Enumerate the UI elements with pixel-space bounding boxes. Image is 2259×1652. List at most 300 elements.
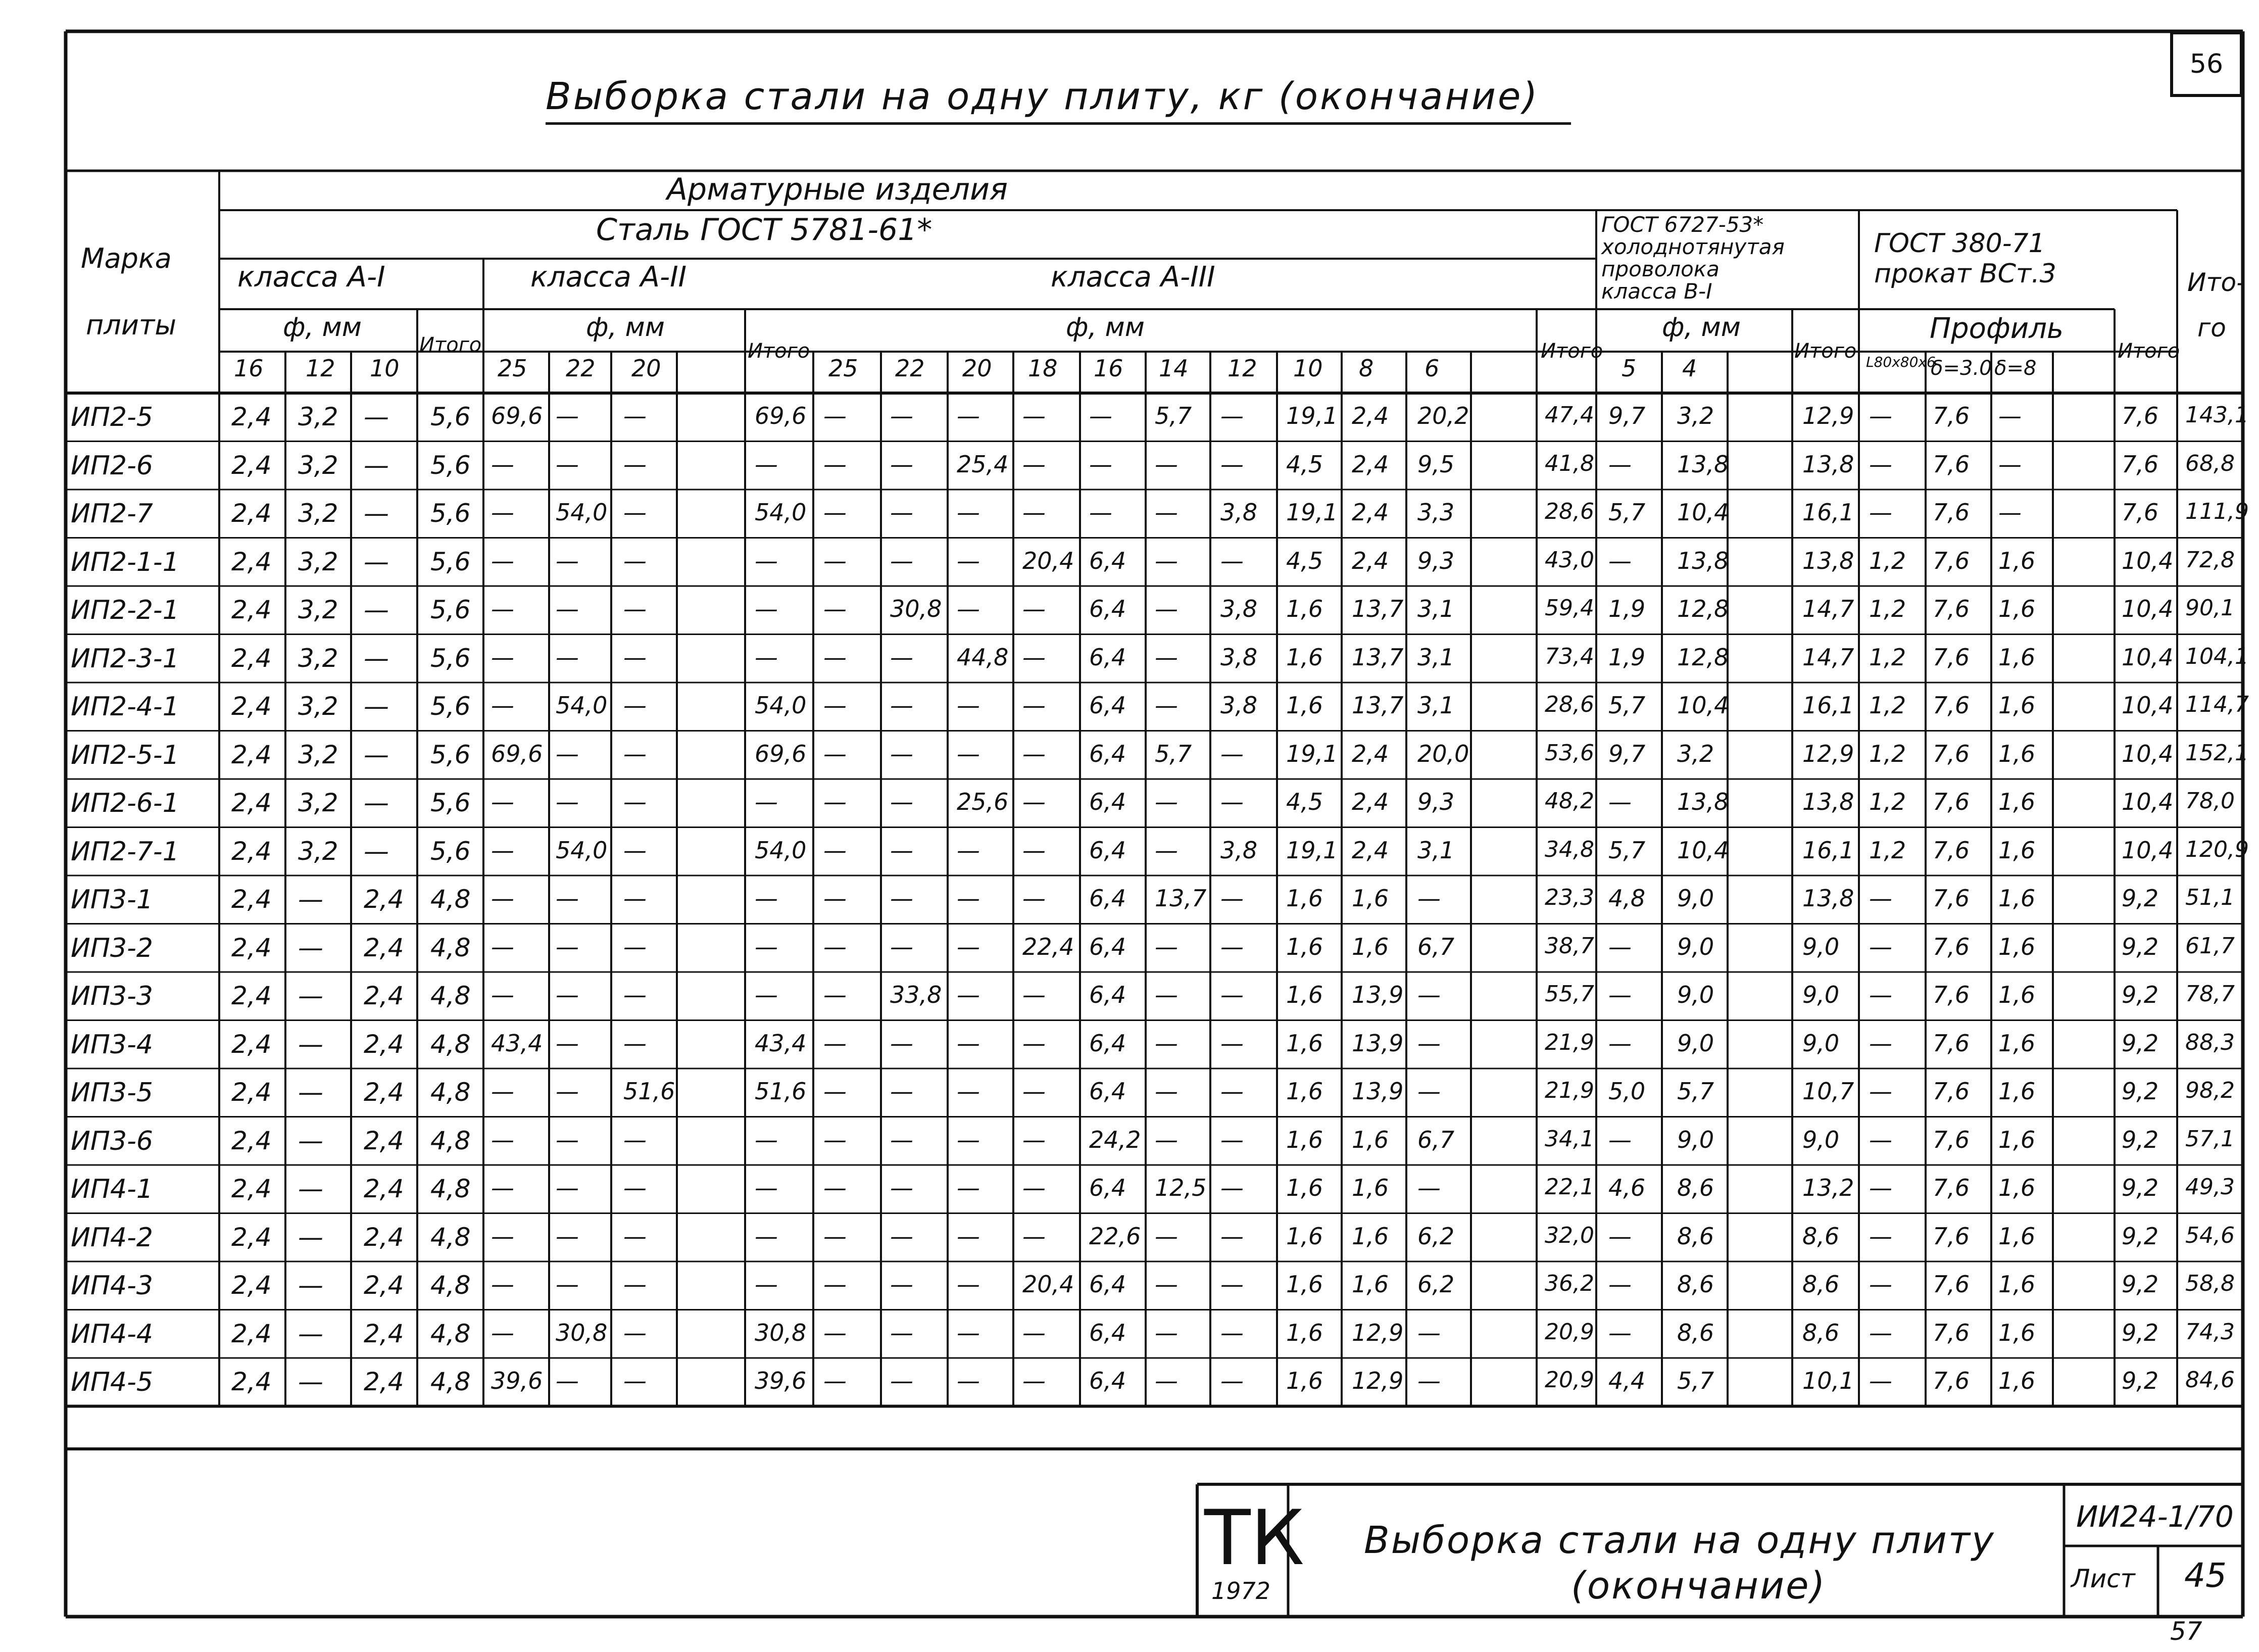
cell-a1: — bbox=[298, 1367, 323, 1396]
cell-profile-total: 9,2 bbox=[2122, 1367, 2159, 1394]
title-underline bbox=[546, 122, 1571, 125]
cell-b1-total: 13,2 bbox=[1802, 1174, 1854, 1201]
cell-a1: 2,4 bbox=[231, 1174, 272, 1203]
cell-profile: 1,2 bbox=[1869, 547, 1906, 574]
cell-profile: — bbox=[1998, 450, 2022, 478]
cell-b1-total: 9,0 bbox=[1802, 981, 1840, 1008]
cell-a2-total: — bbox=[755, 450, 778, 478]
cell-a1-total: 5,6 bbox=[430, 692, 471, 721]
cell-a1: — bbox=[364, 547, 389, 576]
cell-a3: 13,7 bbox=[1352, 595, 1404, 622]
page-number-box bbox=[2170, 31, 2243, 97]
cell-a3: 20,2 bbox=[1417, 402, 1469, 429]
cell-a3: 4,5 bbox=[1286, 547, 1323, 574]
cell-profile: 1,6 bbox=[1998, 643, 2036, 671]
cell-a2-total: 30,8 bbox=[755, 1319, 807, 1346]
cell-a2-total: — bbox=[755, 547, 778, 574]
footer-title-line1: Выборка стали на одну плиту bbox=[1364, 1519, 1995, 1562]
cell-a3: — bbox=[890, 499, 913, 526]
cell-a3: — bbox=[1155, 1319, 1178, 1346]
cell-a1-total: 4,8 bbox=[430, 1271, 471, 1300]
cell-profile: 7,6 bbox=[1933, 933, 1970, 960]
cell-a3: 6,4 bbox=[1089, 836, 1126, 864]
cell-a3: — bbox=[890, 402, 913, 429]
cell-b1: 9,0 bbox=[1677, 1029, 1714, 1057]
cell-profile: 7,6 bbox=[1933, 402, 1970, 429]
cell-profile: 1,2 bbox=[1869, 836, 1906, 864]
cell-profile-total: 9,2 bbox=[2122, 1222, 2159, 1250]
cell-a1: 2,4 bbox=[231, 1126, 272, 1155]
cell-a3: — bbox=[1220, 1078, 1244, 1105]
cell-b1-total: 13,8 bbox=[1802, 885, 1854, 912]
cell-a2: — bbox=[623, 1222, 647, 1250]
header-itogo-total-1: Ито- bbox=[2187, 268, 2246, 297]
cell-a3: 2,4 bbox=[1352, 499, 1389, 526]
cell-a2: — bbox=[623, 547, 647, 574]
cell-profile-total: 10,4 bbox=[2122, 692, 2174, 719]
cell-a3: — bbox=[823, 450, 847, 478]
cell-a1: — bbox=[364, 450, 389, 480]
cell-profile-total: 9,2 bbox=[2122, 1174, 2159, 1201]
cell-b1: 12,8 bbox=[1677, 595, 1729, 622]
footer-sheet-label: Лист bbox=[2071, 1564, 2135, 1593]
diam-b1: 4 bbox=[1682, 355, 1697, 382]
cell-a2-total: — bbox=[755, 1222, 778, 1250]
cell-a3: — bbox=[1022, 1367, 1046, 1394]
cell-profile: 1,2 bbox=[1869, 692, 1906, 719]
cell-a1-total: 5,6 bbox=[430, 836, 471, 866]
cell-a3: — bbox=[1155, 1222, 1178, 1250]
cell-a3: — bbox=[1022, 692, 1046, 719]
cell-b1: — bbox=[1608, 981, 1632, 1008]
cell-a1: — bbox=[298, 1078, 323, 1107]
cell-b1: 9,0 bbox=[1677, 1126, 1714, 1153]
cell-a3: 25,4 bbox=[957, 450, 1009, 478]
cell-a2: — bbox=[556, 1029, 579, 1057]
cell-a3: — bbox=[1417, 1029, 1441, 1057]
cell-a3-total: 48,2 bbox=[1545, 788, 1594, 814]
cell-a2: — bbox=[623, 836, 647, 864]
cell-b1: 10,4 bbox=[1677, 499, 1729, 526]
cell-b1: 3,2 bbox=[1677, 740, 1714, 767]
cell-a2: — bbox=[491, 836, 514, 864]
cell-a2-total: 43,4 bbox=[755, 1029, 807, 1057]
cell-a1: 2,4 bbox=[231, 1222, 272, 1252]
cell-a1-total: 4,8 bbox=[430, 1126, 471, 1155]
cell-a3: 4,5 bbox=[1286, 788, 1323, 815]
cell-a3: — bbox=[890, 1126, 913, 1153]
cell-a3: 13,9 bbox=[1352, 1078, 1404, 1105]
cell-a2-total: — bbox=[755, 885, 778, 912]
cell-profile-total: 9,2 bbox=[2122, 1029, 2159, 1057]
cell-profile: 1,6 bbox=[1998, 1029, 2036, 1057]
cell-a3: — bbox=[957, 933, 980, 960]
cell-b1: — bbox=[1608, 1222, 1632, 1250]
cell-b1: — bbox=[1608, 1319, 1632, 1346]
cell-profile: — bbox=[1998, 499, 2022, 526]
cell-a3-total: 28,6 bbox=[1545, 692, 1594, 717]
cell-a3: — bbox=[823, 1174, 847, 1201]
diam-a1: 16 bbox=[234, 355, 264, 382]
cell-a2: 43,4 bbox=[491, 1029, 543, 1057]
cell-a3: — bbox=[1220, 885, 1244, 912]
row-mark: ИП2-6-1 bbox=[71, 788, 179, 818]
cell-a1: — bbox=[298, 1174, 323, 1203]
header-phi-a2: ф, мм bbox=[586, 312, 665, 343]
cell-a3: — bbox=[1022, 885, 1046, 912]
cell-a3-total: 23,3 bbox=[1545, 885, 1594, 910]
cell-a3: 1,6 bbox=[1286, 595, 1323, 622]
cell-a1: — bbox=[298, 1222, 323, 1252]
bottom-page-number: 57 bbox=[2170, 1617, 2202, 1646]
cell-grand-total: 61,7 bbox=[2185, 933, 2235, 959]
cell-a3: — bbox=[1220, 547, 1244, 574]
diam-a3: 20 bbox=[962, 355, 992, 382]
cell-a3: — bbox=[890, 450, 913, 478]
cell-a3: — bbox=[1220, 788, 1244, 815]
cell-a3: 1,6 bbox=[1286, 1078, 1323, 1105]
header-class-a3: класса А-III bbox=[1051, 261, 1215, 294]
cell-a1: 2,4 bbox=[231, 450, 272, 480]
row-mark: ИП3-1 bbox=[71, 885, 153, 915]
cell-grand-total: 143,1 bbox=[2185, 402, 2249, 428]
cell-a3: — bbox=[1155, 499, 1178, 526]
cell-profile-total: 7,6 bbox=[2122, 450, 2159, 478]
cell-grand-total: 90,1 bbox=[2185, 595, 2235, 621]
cell-a3: 6,4 bbox=[1089, 1029, 1126, 1057]
cell-a3: — bbox=[1155, 1078, 1178, 1105]
cell-profile: — bbox=[1869, 1271, 1892, 1298]
profile-col-delta30: δ=3.0 bbox=[1931, 357, 1992, 380]
cell-a1: 2,4 bbox=[231, 1367, 272, 1396]
cell-a3: — bbox=[1089, 499, 1112, 526]
cell-profile-total: 9,2 bbox=[2122, 1126, 2159, 1153]
cell-a3: — bbox=[957, 981, 980, 1008]
cell-a3: — bbox=[1022, 981, 1046, 1008]
cell-profile: 7,6 bbox=[1933, 1319, 1970, 1346]
cell-a1-total: 5,6 bbox=[430, 740, 471, 769]
header-gost-6727-line: класса В-I bbox=[1601, 279, 1712, 304]
cell-a3: — bbox=[823, 836, 847, 864]
cell-a3: — bbox=[1022, 1174, 1046, 1201]
cell-a3: 1,6 bbox=[1286, 1222, 1323, 1250]
diam-a2: 20 bbox=[631, 355, 661, 382]
cell-a2: 54,0 bbox=[556, 836, 608, 864]
cell-a3: — bbox=[957, 740, 980, 767]
cell-a2: 54,0 bbox=[556, 692, 608, 719]
cell-a2-total: — bbox=[755, 1174, 778, 1201]
cell-grand-total: 84,6 bbox=[2185, 1367, 2235, 1393]
cell-a1-total: 5,6 bbox=[430, 450, 471, 480]
cell-a1: — bbox=[364, 643, 389, 673]
cell-profile: — bbox=[1869, 885, 1892, 912]
cell-b1: 8,6 bbox=[1677, 1222, 1714, 1250]
cell-a2-total: 54,0 bbox=[755, 499, 807, 526]
cell-a3-total: 55,7 bbox=[1545, 981, 1594, 1007]
cell-a3: — bbox=[957, 1222, 980, 1250]
cell-a3: — bbox=[1155, 595, 1178, 622]
cell-profile: 7,6 bbox=[1933, 643, 1970, 671]
cell-profile: 7,6 bbox=[1933, 740, 1970, 767]
cell-a3: — bbox=[957, 402, 980, 429]
cell-a3: 22,6 bbox=[1089, 1222, 1141, 1250]
cell-b1-total: 12,9 bbox=[1802, 402, 1854, 429]
cell-a2: — bbox=[623, 933, 647, 960]
cell-a1: 2,4 bbox=[231, 740, 272, 769]
cell-a3: 6,2 bbox=[1417, 1222, 1455, 1250]
cell-grand-total: 152,1 bbox=[2185, 740, 2249, 766]
cell-a2: — bbox=[623, 1126, 647, 1153]
diam-a3: 6 bbox=[1425, 355, 1440, 382]
cell-b1: 5,7 bbox=[1608, 836, 1646, 864]
cell-profile: — bbox=[1869, 1174, 1892, 1201]
cell-a2: — bbox=[623, 788, 647, 815]
cell-a3: — bbox=[1022, 499, 1046, 526]
cell-a1-total: 4,8 bbox=[430, 933, 471, 962]
cell-a1: — bbox=[364, 740, 389, 769]
cell-a3: — bbox=[1022, 1078, 1046, 1105]
cell-a3: — bbox=[890, 1222, 913, 1250]
cell-b1-total: 13,8 bbox=[1802, 450, 1854, 478]
cell-a3: — bbox=[957, 1126, 980, 1153]
cell-profile-total: 9,2 bbox=[2122, 1319, 2159, 1346]
diam-a3: 22 bbox=[895, 355, 925, 382]
cell-profile: 7,6 bbox=[1933, 595, 1970, 622]
cell-a3: — bbox=[1022, 1126, 1046, 1153]
cell-a3: 1,6 bbox=[1286, 643, 1323, 671]
diam-a3: 18 bbox=[1028, 355, 1058, 382]
cell-profile-total: 9,2 bbox=[2122, 1271, 2159, 1298]
cell-a3: 1,6 bbox=[1286, 885, 1323, 912]
cell-profile: 7,6 bbox=[1933, 885, 1970, 912]
cell-b1-total: 9,0 bbox=[1802, 933, 1840, 960]
header-class-a1: класса А-I bbox=[237, 261, 385, 294]
cell-a3: — bbox=[890, 1319, 913, 1346]
cell-a3: — bbox=[890, 1367, 913, 1394]
cell-profile: — bbox=[1869, 1319, 1892, 1346]
cell-a1: 3,2 bbox=[298, 450, 338, 480]
cell-b1: — bbox=[1608, 450, 1632, 478]
cell-a3: — bbox=[1022, 450, 1046, 478]
cell-grand-total: 58,8 bbox=[2185, 1271, 2235, 1296]
row-mark: ИП2-7-1 bbox=[71, 836, 179, 867]
diam-a3: 12 bbox=[1227, 355, 1257, 382]
cell-a3: — bbox=[957, 885, 980, 912]
cell-a3: 19,1 bbox=[1286, 402, 1338, 429]
cell-b1-total: 12,9 bbox=[1802, 740, 1854, 767]
cell-a2: — bbox=[623, 1367, 647, 1394]
cell-grand-total: 72,8 bbox=[2185, 547, 2235, 573]
cell-a3: — bbox=[823, 499, 847, 526]
cell-a3: — bbox=[1220, 1271, 1244, 1298]
cell-a3: 13,7 bbox=[1155, 885, 1207, 912]
cell-a2: — bbox=[556, 1222, 579, 1250]
cell-profile: 1,2 bbox=[1869, 643, 1906, 671]
cell-a3: 6,4 bbox=[1089, 981, 1126, 1008]
cell-a3: 20,0 bbox=[1417, 740, 1469, 767]
diam-a3: 16 bbox=[1094, 355, 1123, 382]
cell-a2: — bbox=[491, 499, 514, 526]
cell-b1: 8,6 bbox=[1677, 1319, 1714, 1346]
cell-a3: 6,4 bbox=[1089, 1174, 1126, 1201]
cell-a2: — bbox=[556, 450, 579, 478]
cell-a3: — bbox=[823, 933, 847, 960]
cell-profile: 7,6 bbox=[1933, 836, 1970, 864]
row-mark: ИП2-2-1 bbox=[71, 595, 179, 625]
cell-a1: 2,4 bbox=[231, 692, 272, 721]
cell-b1: 13,8 bbox=[1677, 788, 1729, 815]
cell-b1: 9,0 bbox=[1677, 933, 1714, 960]
cell-a3: — bbox=[957, 1029, 980, 1057]
header-profil: Профиль bbox=[1930, 312, 2064, 345]
cell-a2: — bbox=[623, 1029, 647, 1057]
cell-profile: 7,6 bbox=[1933, 1367, 1970, 1394]
cell-b1-total: 16,1 bbox=[1802, 836, 1854, 864]
cell-profile: 1,6 bbox=[1998, 1271, 2036, 1298]
cell-b1: — bbox=[1608, 1126, 1632, 1153]
cell-a3: 6,4 bbox=[1089, 1367, 1126, 1394]
cell-a2: — bbox=[556, 1367, 579, 1394]
cell-b1-total: 13,8 bbox=[1802, 788, 1854, 815]
cell-a2: — bbox=[491, 1319, 514, 1346]
cell-a3: — bbox=[1417, 1367, 1441, 1394]
cell-a3: 24,2 bbox=[1089, 1126, 1141, 1153]
diam-a2: 22 bbox=[566, 355, 596, 382]
cell-a2: — bbox=[623, 1271, 647, 1298]
cell-a3: — bbox=[1220, 1126, 1244, 1153]
cell-a2-total: 54,0 bbox=[755, 836, 807, 864]
cell-a3: 13,9 bbox=[1352, 1029, 1404, 1057]
cell-a3: 6,4 bbox=[1089, 1271, 1126, 1298]
cell-profile: 1,6 bbox=[1998, 933, 2036, 960]
cell-b1: — bbox=[1608, 1029, 1632, 1057]
cell-b1: 5,7 bbox=[1608, 499, 1646, 526]
row-mark: ИП4-4 bbox=[71, 1319, 153, 1349]
cell-profile: 1,2 bbox=[1869, 740, 1906, 767]
cell-a3: — bbox=[1022, 788, 1046, 815]
page-number: 56 bbox=[2189, 49, 2224, 79]
cell-a3: 1,6 bbox=[1286, 1029, 1323, 1057]
cell-a3: — bbox=[890, 933, 913, 960]
diam-b1: 5 bbox=[1622, 355, 1637, 382]
cell-profile: 1,6 bbox=[1998, 740, 2036, 767]
cell-a3-total: 59,4 bbox=[1545, 595, 1594, 621]
cell-a3: 2,4 bbox=[1352, 547, 1389, 574]
cell-a3: — bbox=[890, 692, 913, 719]
header-class-a2: класса А-II bbox=[530, 261, 687, 294]
cell-a3: — bbox=[823, 1271, 847, 1298]
cell-a3: 3,3 bbox=[1417, 499, 1455, 526]
cell-a3-total: 34,1 bbox=[1545, 1126, 1594, 1152]
cell-a2: — bbox=[556, 885, 579, 912]
cell-a2: 69,6 bbox=[491, 402, 543, 429]
cell-a3: — bbox=[1155, 547, 1178, 574]
cell-a1-total: 4,8 bbox=[430, 1222, 471, 1252]
cell-a2: — bbox=[556, 547, 579, 574]
cell-profile: 1,6 bbox=[1998, 836, 2036, 864]
cell-a1: 3,2 bbox=[298, 788, 338, 817]
cell-a3: — bbox=[890, 643, 913, 671]
cell-a1-total: 5,6 bbox=[430, 643, 471, 673]
cell-profile: 1,6 bbox=[1998, 1319, 2036, 1346]
cell-a3: — bbox=[823, 1367, 847, 1394]
cell-profile: 7,6 bbox=[1933, 1029, 1970, 1057]
cell-a3: — bbox=[823, 402, 847, 429]
cell-a3: — bbox=[1417, 981, 1441, 1008]
header-itogo-total-2: го bbox=[2197, 313, 2226, 343]
cell-a3: — bbox=[957, 836, 980, 864]
cell-a3: 13,7 bbox=[1352, 692, 1404, 719]
cell-a2: — bbox=[623, 740, 647, 767]
cell-a3-total: 41,8 bbox=[1545, 450, 1594, 476]
header-phi-a1: ф, мм bbox=[283, 312, 362, 343]
cell-a1: 3,2 bbox=[298, 595, 338, 624]
cell-a3: — bbox=[823, 1319, 847, 1346]
cell-b1-total: 16,1 bbox=[1802, 499, 1854, 526]
diam-a3: 14 bbox=[1159, 355, 1189, 382]
cell-a2: — bbox=[556, 933, 579, 960]
cell-a3: 1,6 bbox=[1352, 885, 1389, 912]
cell-a3: 3,1 bbox=[1417, 692, 1455, 719]
cell-grand-total: 54,6 bbox=[2185, 1222, 2235, 1248]
cell-b1-total: 9,0 bbox=[1802, 1029, 1840, 1057]
cell-b1: 13,8 bbox=[1677, 547, 1729, 574]
tk-logo: ТК bbox=[1204, 1494, 1305, 1582]
cell-profile: 7,6 bbox=[1933, 1078, 1970, 1105]
cell-a1: 2,4 bbox=[231, 885, 272, 914]
cell-profile-total: 10,4 bbox=[2122, 836, 2174, 864]
cell-b1: 8,6 bbox=[1677, 1271, 1714, 1298]
cell-profile: 1,6 bbox=[1998, 788, 2036, 815]
cell-a1: — bbox=[364, 402, 389, 431]
cell-a3: 6,7 bbox=[1417, 933, 1455, 960]
cell-b1: 4,8 bbox=[1608, 885, 1646, 912]
cell-a2-total: 54,0 bbox=[755, 692, 807, 719]
cell-a3: 5,7 bbox=[1155, 402, 1192, 429]
cell-b1: — bbox=[1608, 788, 1632, 815]
cell-a3: 6,4 bbox=[1089, 788, 1126, 815]
cell-profile-total: 9,2 bbox=[2122, 933, 2159, 960]
cell-a3: — bbox=[890, 1078, 913, 1105]
cell-a3: 6,4 bbox=[1089, 933, 1126, 960]
cell-a2: — bbox=[623, 1174, 647, 1201]
cell-grand-total: 88,3 bbox=[2185, 1029, 2235, 1055]
cell-a2-total: — bbox=[755, 1271, 778, 1298]
cell-a2-total: 69,6 bbox=[755, 740, 807, 767]
page-title: Выборка стали на одну плиту, кг (окончание) bbox=[546, 75, 1540, 118]
cell-a3: 5,7 bbox=[1155, 740, 1192, 767]
cell-profile-total: 9,2 bbox=[2122, 981, 2159, 1008]
cell-a3: — bbox=[1155, 1367, 1178, 1394]
cell-a1: — bbox=[298, 981, 323, 1010]
header-gost-380-line: прокат ВСт.3 bbox=[1874, 259, 2056, 289]
cell-a1: 2,4 bbox=[231, 1319, 272, 1348]
cell-a1: 3,2 bbox=[298, 547, 338, 576]
cell-a3: 1,6 bbox=[1286, 1367, 1323, 1394]
cell-profile: 7,6 bbox=[1933, 981, 1970, 1008]
cell-a3-total: 73,4 bbox=[1545, 643, 1594, 669]
cell-grand-total: 68,8 bbox=[2185, 450, 2235, 476]
cell-a2: — bbox=[556, 402, 579, 429]
cell-a3-total: 20,9 bbox=[1545, 1319, 1594, 1345]
cell-profile-total: 10,4 bbox=[2122, 547, 2174, 574]
cell-a1: — bbox=[364, 836, 389, 866]
cell-b1: 3,2 bbox=[1677, 402, 1714, 429]
cell-b1-total: 8,6 bbox=[1802, 1271, 1840, 1298]
cell-a3: 2,4 bbox=[1352, 740, 1389, 767]
cell-a3: 1,6 bbox=[1286, 1271, 1323, 1298]
cell-a3: 3,1 bbox=[1417, 643, 1455, 671]
